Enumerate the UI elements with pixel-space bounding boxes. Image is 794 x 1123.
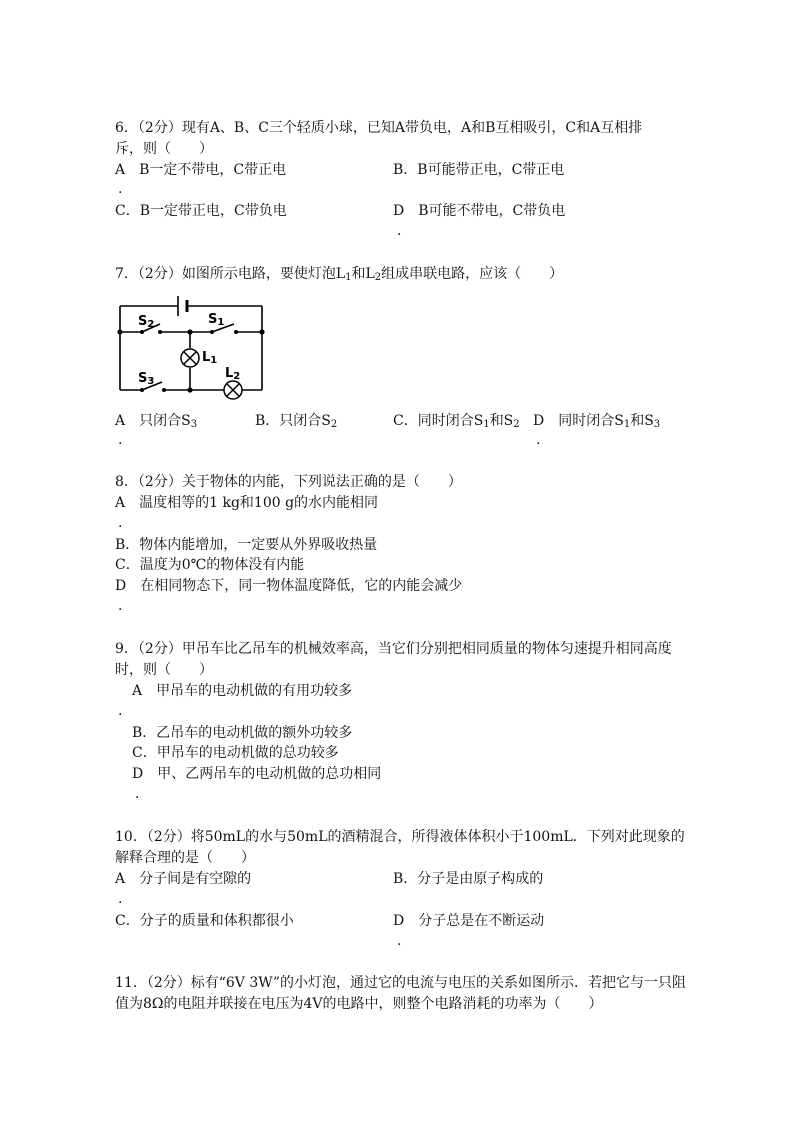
q7-option-c: C．同时闭合$S_1$和$S_2$	[393, 413, 520, 430]
s3-label: S3	[138, 371, 155, 387]
q11-stem-line1: 11．（2分）标有“6V 3W”的小灯泡，通过它的电流与电压的关系如图所示．若把它与一只阻	[115, 975, 687, 991]
switch-s2-pivot	[140, 330, 144, 334]
switch-s2-contact	[158, 330, 162, 334]
q10-option-d-dot: .	[397, 933, 402, 949]
q6-stem-line2: 斥，则（ ）	[115, 141, 213, 157]
q9-stem-line1: 9．（2分）甲吊车比乙吊车的机械效率高，当它们分别把相同质量的物体匀速提升相同高度	[115, 641, 672, 657]
s2-label: S2	[138, 314, 155, 330]
q10-option-d: D 分子总是在不断运动	[393, 913, 545, 929]
q8-option-c: C．温度为0℃的物体没有内能	[115, 557, 305, 573]
q7-option-d: D 同时闭合$S_1$和$S_3$	[533, 413, 661, 430]
q6-stem-line1: 6．（2分）现有A、B、C三个轻质小球，已知A带负电，A和B互相吸引，C和A互相排	[115, 120, 643, 136]
q6-option-d: D B可能不带电，C带负电	[393, 203, 566, 219]
q10-stem-line1: 10．（2分）将50mL的水与50mL的酒精混合，所得液体体积小于100mL．下列对此现象的	[115, 829, 685, 845]
q7-option-d-dot: .	[536, 432, 541, 448]
q8-option-d: D 在相同物态下，同一物体温度降低，它的内能会减少	[115, 578, 463, 594]
q7-option-a: A 只闭合$S_3$	[115, 413, 198, 430]
l2-label: L2	[225, 366, 241, 382]
q6-option-c: C．B一定带正电，C带负电	[115, 203, 287, 219]
q6-option-a: A B一定不带电，C带正电	[115, 162, 287, 178]
junction-center-bottom	[187, 387, 192, 392]
q8-stem: 8．（2分）关于物体的内能，下列说法正确的是（ ）	[115, 474, 462, 490]
q10-option-b: B．分子是由原子构成的	[393, 871, 544, 887]
junction-center-top	[187, 329, 192, 334]
q6-option-d-dot: .	[397, 223, 402, 239]
q8-option-a: A 温度相等的1 kg和100 g的水内能相同	[115, 495, 379, 511]
q6-option-b: B．B可能带正电，C带正电	[393, 162, 565, 178]
switch-s3-pivot	[140, 388, 144, 392]
circuit-diagram	[112, 290, 272, 402]
junction-left-mid	[117, 329, 122, 334]
q7-option-b: B．只闭合$S_2$	[255, 413, 338, 430]
q10-option-a-dot: .	[118, 891, 123, 907]
lamp-l1-icon	[181, 349, 199, 367]
q9-option-d-dot: .	[135, 786, 140, 802]
q9-option-a-dot: .	[118, 703, 123, 719]
switch-s3-contact	[162, 388, 166, 392]
q9-option-c: C．甲吊车的电动机做的总功较多	[132, 745, 339, 761]
s1-label: S1	[208, 312, 225, 328]
q8-option-a-dot: .	[118, 515, 123, 531]
q7-option-a-dot: .	[118, 432, 123, 448]
q10-option-c: C．分子的质量和体积都很小	[115, 913, 294, 929]
q9-option-a: A 甲吊车的电动机做的有用功较多	[132, 683, 353, 699]
q8-option-b: B．物体内能增加，一定要从外界吸收热量	[115, 537, 378, 553]
q10-stem-line2: 解释合理的是（ ）	[115, 850, 255, 866]
q7-stem: 7．（2分）如图所示电路，要使灯泡$L_1$和$L_2$组成串联电路，应该（ ）	[115, 266, 564, 283]
q11-stem-line2: 值为8Ω的电阻并联接在电压为4V的电路中，则整个电路消耗的功率为（ ）	[115, 996, 603, 1012]
junction-right-mid	[259, 329, 264, 334]
switch-s1-pivot	[210, 330, 214, 334]
q9-option-b: B．乙吊车的电动机做的额外功较多	[132, 725, 353, 741]
switch-s1-contact	[234, 330, 238, 334]
q6-option-a-dot: .	[118, 181, 123, 197]
l1-label: L1	[202, 350, 218, 366]
q10-option-a: A 分子间是有空隙的	[115, 871, 252, 887]
q9-stem-line2: 时，则（ ）	[115, 662, 213, 678]
lamp-l2-icon	[224, 381, 242, 399]
q9-option-d: D 甲、乙两吊车的电动机做的总功相同	[132, 766, 382, 782]
q8-option-d-dot: .	[118, 598, 123, 614]
